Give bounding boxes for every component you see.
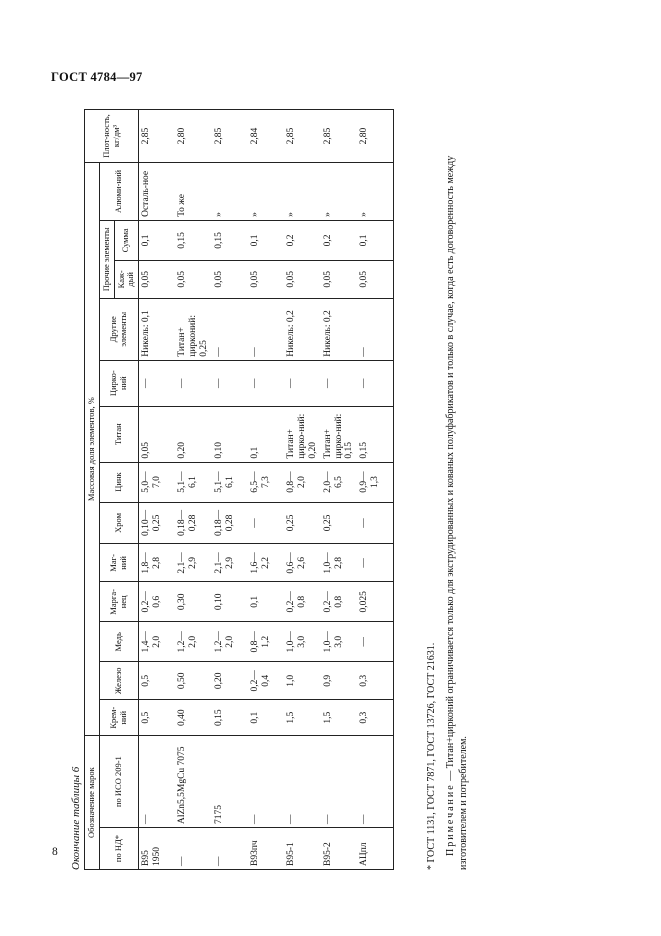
cell-other: — (357, 298, 394, 360)
cell-si: 1,5 (321, 700, 358, 736)
cell-sum: 0,15 (175, 220, 212, 260)
cell-mn: 0,1 (248, 582, 284, 622)
header-zr: Цирко-ний (99, 360, 138, 406)
cell-each: 0,05 (321, 260, 358, 298)
header-fe: Железо (99, 662, 138, 700)
cell-other: Титан+ цирконий: 0,25 (175, 298, 212, 360)
cell-fe: 0,20 (212, 662, 248, 700)
header-density: Плот-ность, кг/дм³ (85, 110, 139, 163)
cell-fe: 0,50 (175, 662, 212, 700)
cell-cu: 1,2— 2,0 (212, 622, 248, 662)
cell-ti: 0,15 (357, 406, 394, 462)
cell-mn: 0,30 (175, 582, 212, 622)
cell-ti: 0,20 (175, 406, 212, 462)
cell-each: 0,05 (139, 260, 176, 298)
cell-al: » (212, 163, 248, 221)
table-row (175, 110, 212, 870)
cell-each: 0,05 (175, 260, 212, 298)
cell-density: 2,85 (139, 110, 176, 163)
cell-nd: В95 1950 (139, 828, 176, 870)
cell-zn: 6,5— 7,3 (248, 462, 284, 502)
cell-sum: 0,1 (357, 220, 394, 260)
cell-cu: 1,0— 3,0 (321, 622, 358, 662)
cell-zr: — (175, 360, 212, 406)
cell-density: 2,85 (284, 110, 321, 163)
header-cr: Хром (99, 502, 138, 544)
cell-si: 0,3 (357, 700, 394, 736)
cell-sum: 0,2 (284, 220, 321, 260)
cell-zn: 0,8— 2,0 (284, 462, 321, 502)
cell-each: 0,05 (357, 260, 394, 298)
cell-sum: 0,15 (212, 220, 248, 260)
cell-si: 0,1 (248, 700, 284, 736)
cell-ti: 0,05 (139, 406, 176, 462)
cell-iso: — (284, 736, 321, 828)
cell-zr: — (212, 360, 248, 406)
header-designation-group: Обозначение марок (85, 736, 100, 870)
header-mg: Маг-ний (99, 544, 138, 582)
cell-iso: — (248, 736, 284, 828)
cell-al: » (248, 163, 284, 221)
header-other-group: Прочие элементы (99, 220, 114, 298)
notes-block (425, 110, 471, 870)
note-text: — Титан+цирконий ограничивается только для экструдированных и кованых полуфабрикатов и только в случае, когда есть договоренность между изготовителем и потребителем. (444, 155, 469, 870)
cell-cu: — (357, 622, 394, 662)
cell-mg: 1,8— 2,8 (139, 544, 176, 582)
footnote: * ГОСТ 1131, ГОСТ 7871, ГОСТ 13726, ГОСТ 21631. (426, 642, 437, 870)
table-row (139, 110, 176, 870)
cell-mn: 0,025 (357, 582, 394, 622)
cell-other: Никель: 0,1 (139, 298, 176, 360)
cell-mn: 0,2— 0,6 (139, 582, 176, 622)
cell-density: 2,85 (321, 110, 358, 163)
header-si: Крем-ний (99, 700, 138, 736)
cell-zn: 2,0— 6,5 (321, 462, 358, 502)
header-al: Алюми-ний (99, 163, 138, 221)
header-other-elements: Другие элементы (99, 298, 138, 360)
header-nd: по НД* (99, 828, 138, 870)
cell-mg: — (357, 544, 394, 582)
cell-iso: — (357, 736, 394, 828)
cell-ti: 0,10 (212, 406, 248, 462)
cell-other: Никель: 0,2 (284, 298, 321, 360)
header-ti: Титан (99, 406, 138, 462)
table-row (357, 110, 394, 870)
cell-density: 2,80 (175, 110, 212, 163)
cell-al: Осталь-ное (139, 163, 176, 221)
cell-al: » (321, 163, 358, 221)
header-each: Каж-дый (114, 260, 139, 298)
cell-density: 2,80 (357, 110, 394, 163)
cell-zr: — (321, 360, 358, 406)
cell-sum: 0,2 (321, 220, 358, 260)
cell-nd: АЦпл (357, 828, 394, 870)
cell-mg: 2,1— 2,9 (212, 544, 248, 582)
cell-fe: 0,3 (357, 662, 394, 700)
header-cu: Медь (99, 622, 138, 662)
table-row (284, 110, 321, 870)
document-header: ГОСТ 4784—97 (51, 70, 143, 84)
cell-cr: 0,25 (321, 502, 358, 544)
cell-mg: 2,1— 2,9 (175, 544, 212, 582)
cell-zn: 0,9— 1,3 (357, 462, 394, 502)
table-row (248, 110, 284, 870)
cell-nd: В95-2 (321, 828, 358, 870)
cell-zr: — (284, 360, 321, 406)
cell-other: — (212, 298, 248, 360)
cell-cr: — (357, 502, 394, 544)
cell-cu: 1,4— 2,0 (139, 622, 176, 662)
cell-si: 0,15 (212, 700, 248, 736)
cell-fe: 1,0 (284, 662, 321, 700)
cell-cr: 0,18— 0,28 (212, 502, 248, 544)
header-sum: Сумма (114, 220, 139, 260)
cell-cr: 0,25 (284, 502, 321, 544)
cell-mn: 0,10 (212, 582, 248, 622)
cell-cu: 1,0— 3,0 (284, 622, 321, 662)
table-body (139, 110, 394, 870)
cell-zr: — (357, 360, 394, 406)
cell-each: 0,05 (212, 260, 248, 298)
cell-cr: 0,10— 0,25 (139, 502, 176, 544)
cell-cr: — (248, 502, 284, 544)
cell-si: 0,5 (139, 700, 176, 736)
cell-zr: — (248, 360, 284, 406)
cell-sum: 0,1 (248, 220, 284, 260)
cell-other: — (248, 298, 284, 360)
cell-other: Никель: 0,2 (321, 298, 358, 360)
table-row (321, 110, 358, 870)
cell-ti: 0,1 (248, 406, 284, 462)
cell-nd: — (175, 828, 212, 870)
cell-al: » (357, 163, 394, 221)
cell-al: » (284, 163, 321, 221)
cell-fe: 0,5 (139, 662, 176, 700)
cell-mn: 0,2— 0,8 (284, 582, 321, 622)
cell-cu: 0,8— 1,2 (248, 622, 284, 662)
cell-zn: 5,1— 6,1 (212, 462, 248, 502)
cell-cr: 0,18— 0,28 (175, 502, 212, 544)
cell-al: То же (175, 163, 212, 221)
rotated-table-page (70, 90, 500, 870)
cell-si: 1,5 (284, 700, 321, 736)
cell-fe: 0,9 (321, 662, 358, 700)
cell-cu: 1,2— 2,0 (175, 622, 212, 662)
cell-mg: 1,0— 2,8 (321, 544, 358, 582)
cell-ti: Титан+ цирко-ний: 0,15 (321, 406, 358, 462)
cell-sum: 0,1 (139, 220, 176, 260)
cell-ti: Титан+ цирко-ний: 0,20 (284, 406, 321, 462)
table-row (212, 110, 248, 870)
cell-iso: — (139, 736, 176, 828)
cell-mg: 1,6— 2,2 (248, 544, 284, 582)
header-zn: Цинк (99, 462, 138, 502)
cell-nd: В93пч (248, 828, 284, 870)
cell-zr: — (139, 360, 176, 406)
page-number: 8 (52, 846, 58, 858)
cell-zn: 5,0— 7,0 (139, 462, 176, 502)
cell-iso: 7175 (212, 736, 248, 828)
cell-each: 0,05 (284, 260, 321, 298)
cell-nd: В95-1 (284, 828, 321, 870)
header-mn: Марга-нец (99, 582, 138, 622)
cell-fe: 0,2— 0,4 (248, 662, 284, 700)
cell-density: 2,85 (212, 110, 248, 163)
header-iso: по ИСО 209-1 (99, 736, 138, 828)
header-mass-group: Массовая доля элементов, % (85, 163, 100, 736)
note-label: Примечание (444, 783, 456, 856)
cell-si: 0,40 (175, 700, 212, 736)
cell-zn: 5,1— 6,1 (175, 462, 212, 502)
cell-iso: — (321, 736, 358, 828)
cell-density: 2,84 (248, 110, 284, 163)
cell-mn: 0,2— 0,8 (321, 582, 358, 622)
note-paragraph (444, 110, 471, 870)
cell-mg: 0,6— 2,6 (284, 544, 321, 582)
composition-table (84, 109, 394, 870)
cell-each: 0,05 (248, 260, 284, 298)
table-caption: Окончание таблицы 6 (70, 766, 82, 870)
cell-iso: AlZn5,5MgCu 7075 (175, 736, 212, 828)
cell-nd: — (212, 828, 248, 870)
